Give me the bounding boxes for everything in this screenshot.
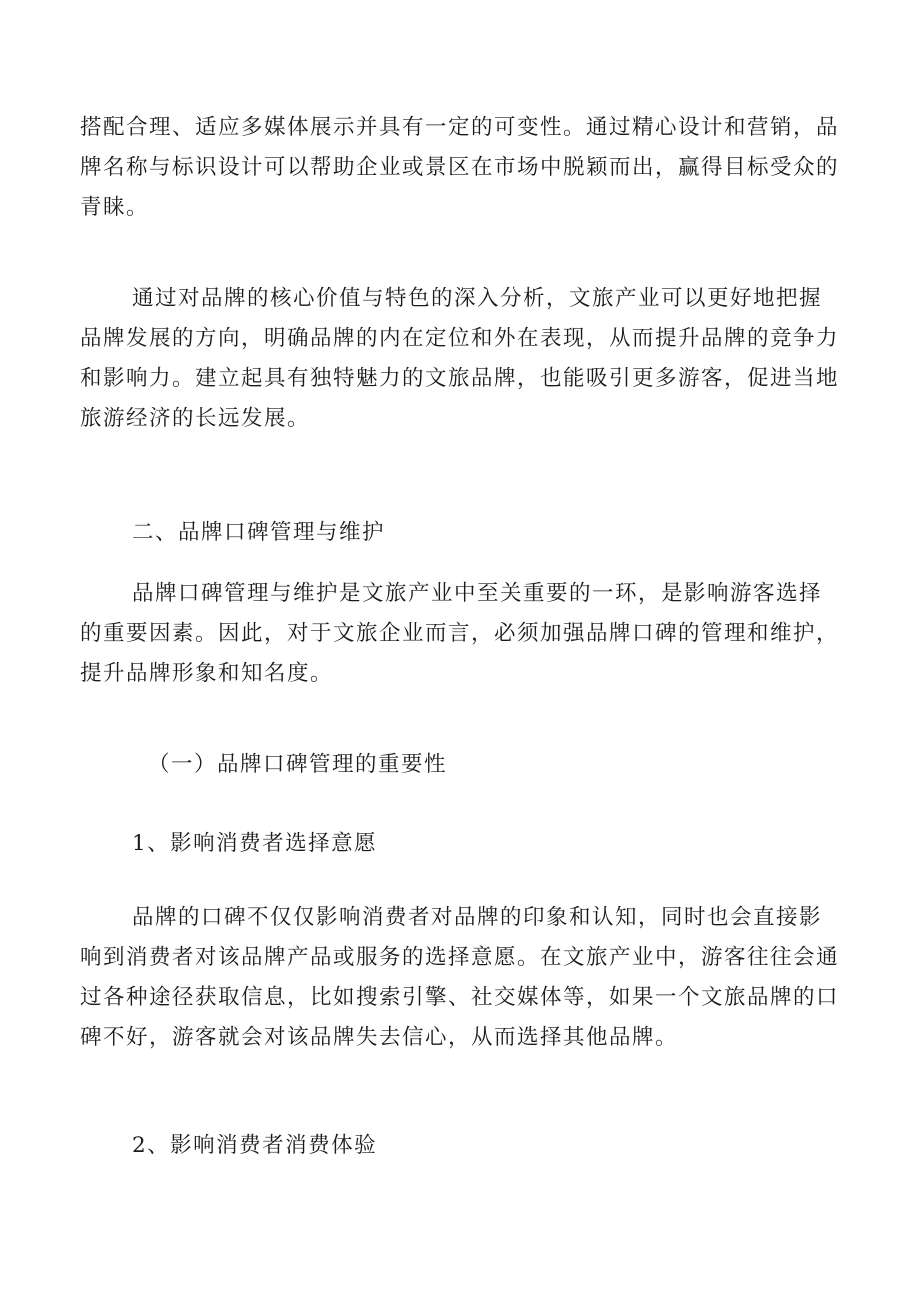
text-line: 响到消费者对该品牌产品或服务的选择意愿。在文旅产业中，游客往往会通: [80, 945, 840, 970]
text-line: 品牌的口碑不仅仅影响消费者对品牌的印象和认知，同时也会直接影: [132, 905, 823, 930]
text-line: 搭配合理、适应多媒体展示并具有一定的可变性。通过精心设计和营销，品: [80, 115, 840, 140]
text-line: 碑不好，游客就会对该品牌失去信心，从而选择其他品牌。: [80, 1025, 679, 1050]
text-line: 的重要因素。因此，对于文旅企业而言，必须加强品牌口碑的管理和维护，: [80, 621, 840, 646]
item-heading-2: 2、影响消费者消费体验: [132, 1133, 378, 1158]
text-line: 提升品牌形象和知名度。: [80, 661, 334, 686]
text-line: 和影响力。建立起具有独特魅力的文旅品牌，也能吸引更多游客，促进当地: [80, 366, 840, 391]
paragraph-reputation-intro: [80, 574, 839, 694]
text-line: 过各种途径获取信息，比如搜索引擎、社交媒体等，如果一个文旅品牌的口: [80, 985, 840, 1010]
text-line: 品牌口碑管理与维护是文旅产业中至关重要的一环，是影响游客选择: [132, 581, 823, 606]
section-heading: 二、品牌口碑管理与维护: [132, 520, 386, 545]
paragraph-design-summary: [80, 108, 839, 228]
text-line: 旅游经济的长远发展。: [80, 406, 311, 431]
text-line: 品牌发展的方向，明确品牌的内在定位和外在表现，从而提升品牌的竞争力: [80, 326, 840, 351]
paragraph-choice-intent: [80, 898, 839, 1058]
text-line: 青睐。: [80, 195, 150, 220]
item-heading-1: 1、影响消费者选择意愿: [132, 831, 378, 856]
subsection-heading: （一）品牌口碑管理的重要性: [148, 752, 448, 777]
text-line: 通过对品牌的核心价值与特色的深入分析，文旅产业可以更好地把握: [132, 286, 823, 311]
paragraph-core-value: [80, 279, 839, 439]
text-line: 牌名称与标识设计可以帮助企业或景区在市场中脱颖而出，赢得目标受众的: [80, 155, 840, 180]
